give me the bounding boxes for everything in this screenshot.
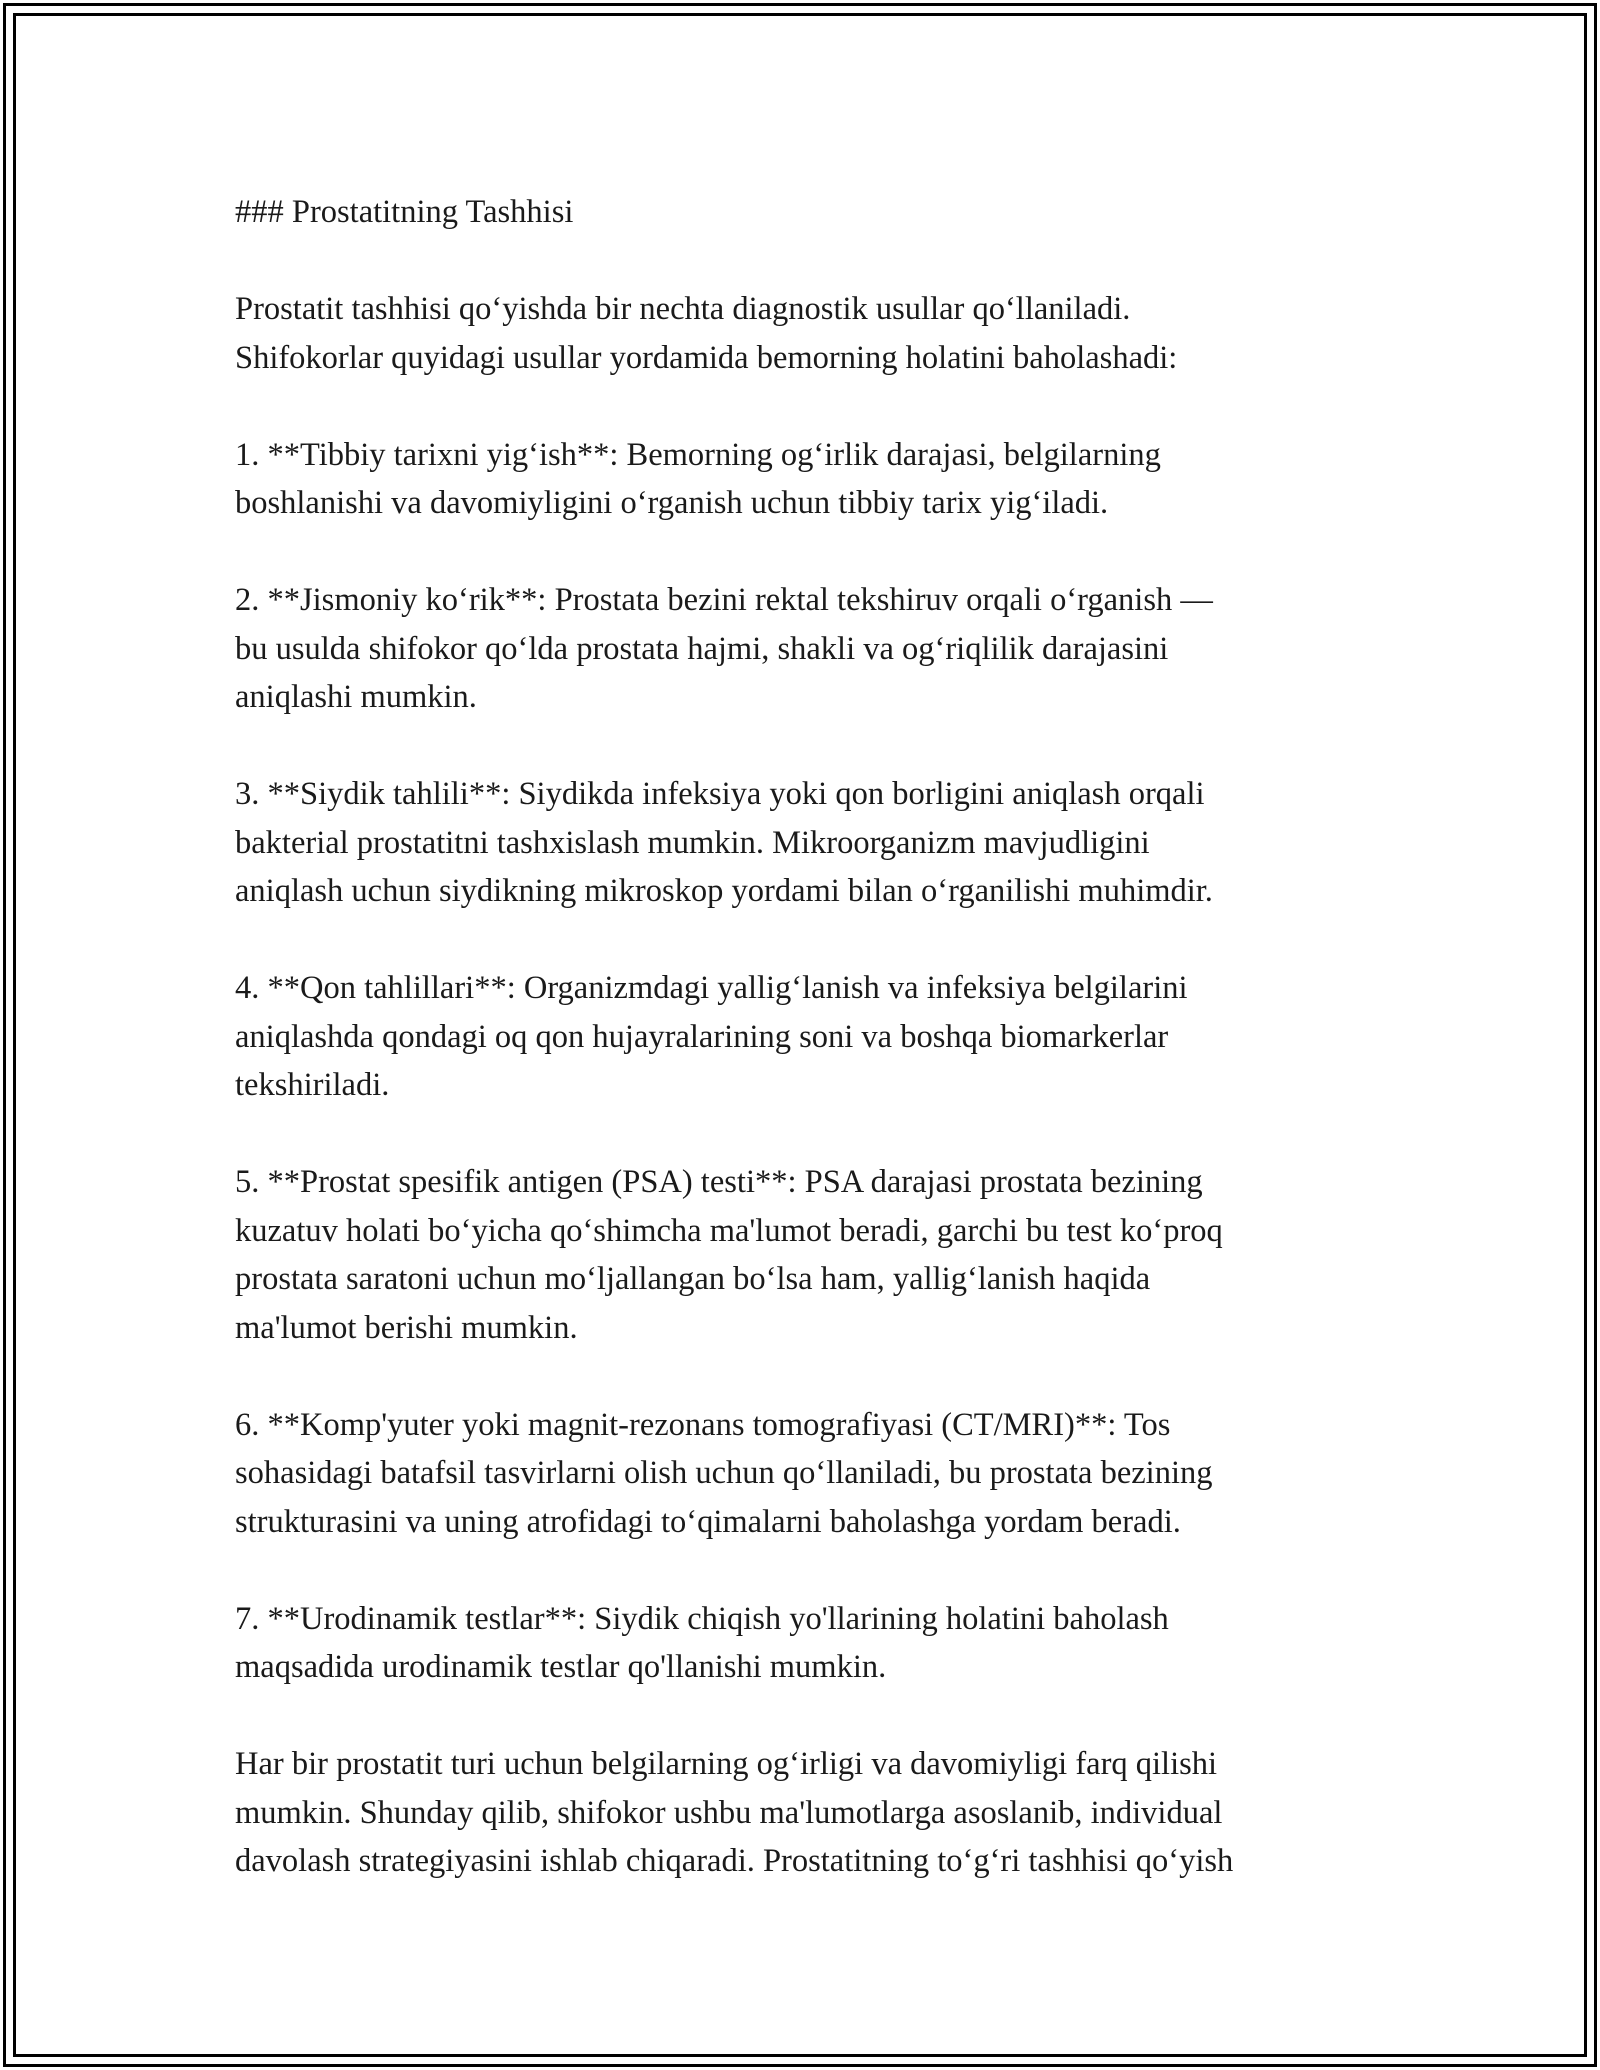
document-body [235,188,1435,1886]
list-item-psa-test: 5. **Prostat spesifik antigen (PSA) testi**: PSA darajasi prostata bezining kuzatuv holati bo‘yicha qo‘shimcha ma'lumot beradi, garchi bu test ko‘proq prostata saratoni uchun mo‘ljallangan bo‘lsa ham, yallig‘lanish haqida ma'lumot berishi mumkin. [235,1164,1223,1346]
closing-paragraph: Har bir prostatit turi uchun belgilarning og‘irligi va davomiyligi farq qilishi mumkin. Shunday qilib, shifokor ushbu ma'lumotlarga asoslanib, individual davolash strategiyasini ishlab chiqaradi. Prostatitning to‘g‘ri tashhisi qo‘yish [235,1746,1234,1879]
intro-paragraph: Prostatit tashhisi qo‘yishda bir nechta diagnostik usullar qo‘llaniladi. Shifokorlar quyidagi usullar yordamida bemorning holatini baholashadi: [235,291,1178,376]
document-heading: ### Prostatitning Tashhisi [235,194,574,230]
list-item-physical-exam: 2. **Jismoniy ko‘rik**: Prostata bezini rektal tekshiruv orqali o‘rganish — bu usulda shifokor qo‘lda prostata hajmi, shakli va og‘riqlilik darajasini aniqlashi mumkin. [235,582,1213,715]
list-item-urine-analysis: 3. **Siydik tahlili**: Siydikda infeksiya yoki qon borligini aniqlash orqali bakterial prostatitni tashxislash mumkin. Mikroorganizm mavjudligini aniqlash uchun siydikning mikroskop yordami bilan o‘rganilishi muhimdir. [235,776,1213,909]
list-item-ct-mri: 6. **Komp'yuter yoki magnit-rezonans tomografiyasi (CT/MRI)**: Tos sohasidagi batafsil tasvirlarni olish uchun qo‘llaniladi, bu prostata bezining strukturasini va uning atrofidagi to‘qimalarni baholashga yordam beradi. [235,1406,1213,1540]
list-item-urodynamic-tests: 7. **Urodinamik testlar**: Siydik chiqish yo'llarining holatini baholash maqsadida urodinamik testlar qo'llanishi mumkin. [235,1600,1169,1685]
list-item-blood-tests: 4. **Qon tahlillari**: Organizmdagi yallig‘lanish va infeksiya belgilarini aniqlashda qondagi oq qon hujayralarining soni va boshqa biomarkerlar tekshiriladi. [235,970,1188,1103]
list-item-medical-history: 1. **Tibbiy tarixni yig‘ish**: Bemorning og‘irlik darajasi, belgilarning boshlanishi va davomiyligini o‘rganish uchun tibbiy tarix yig‘iladi. [235,436,1161,521]
